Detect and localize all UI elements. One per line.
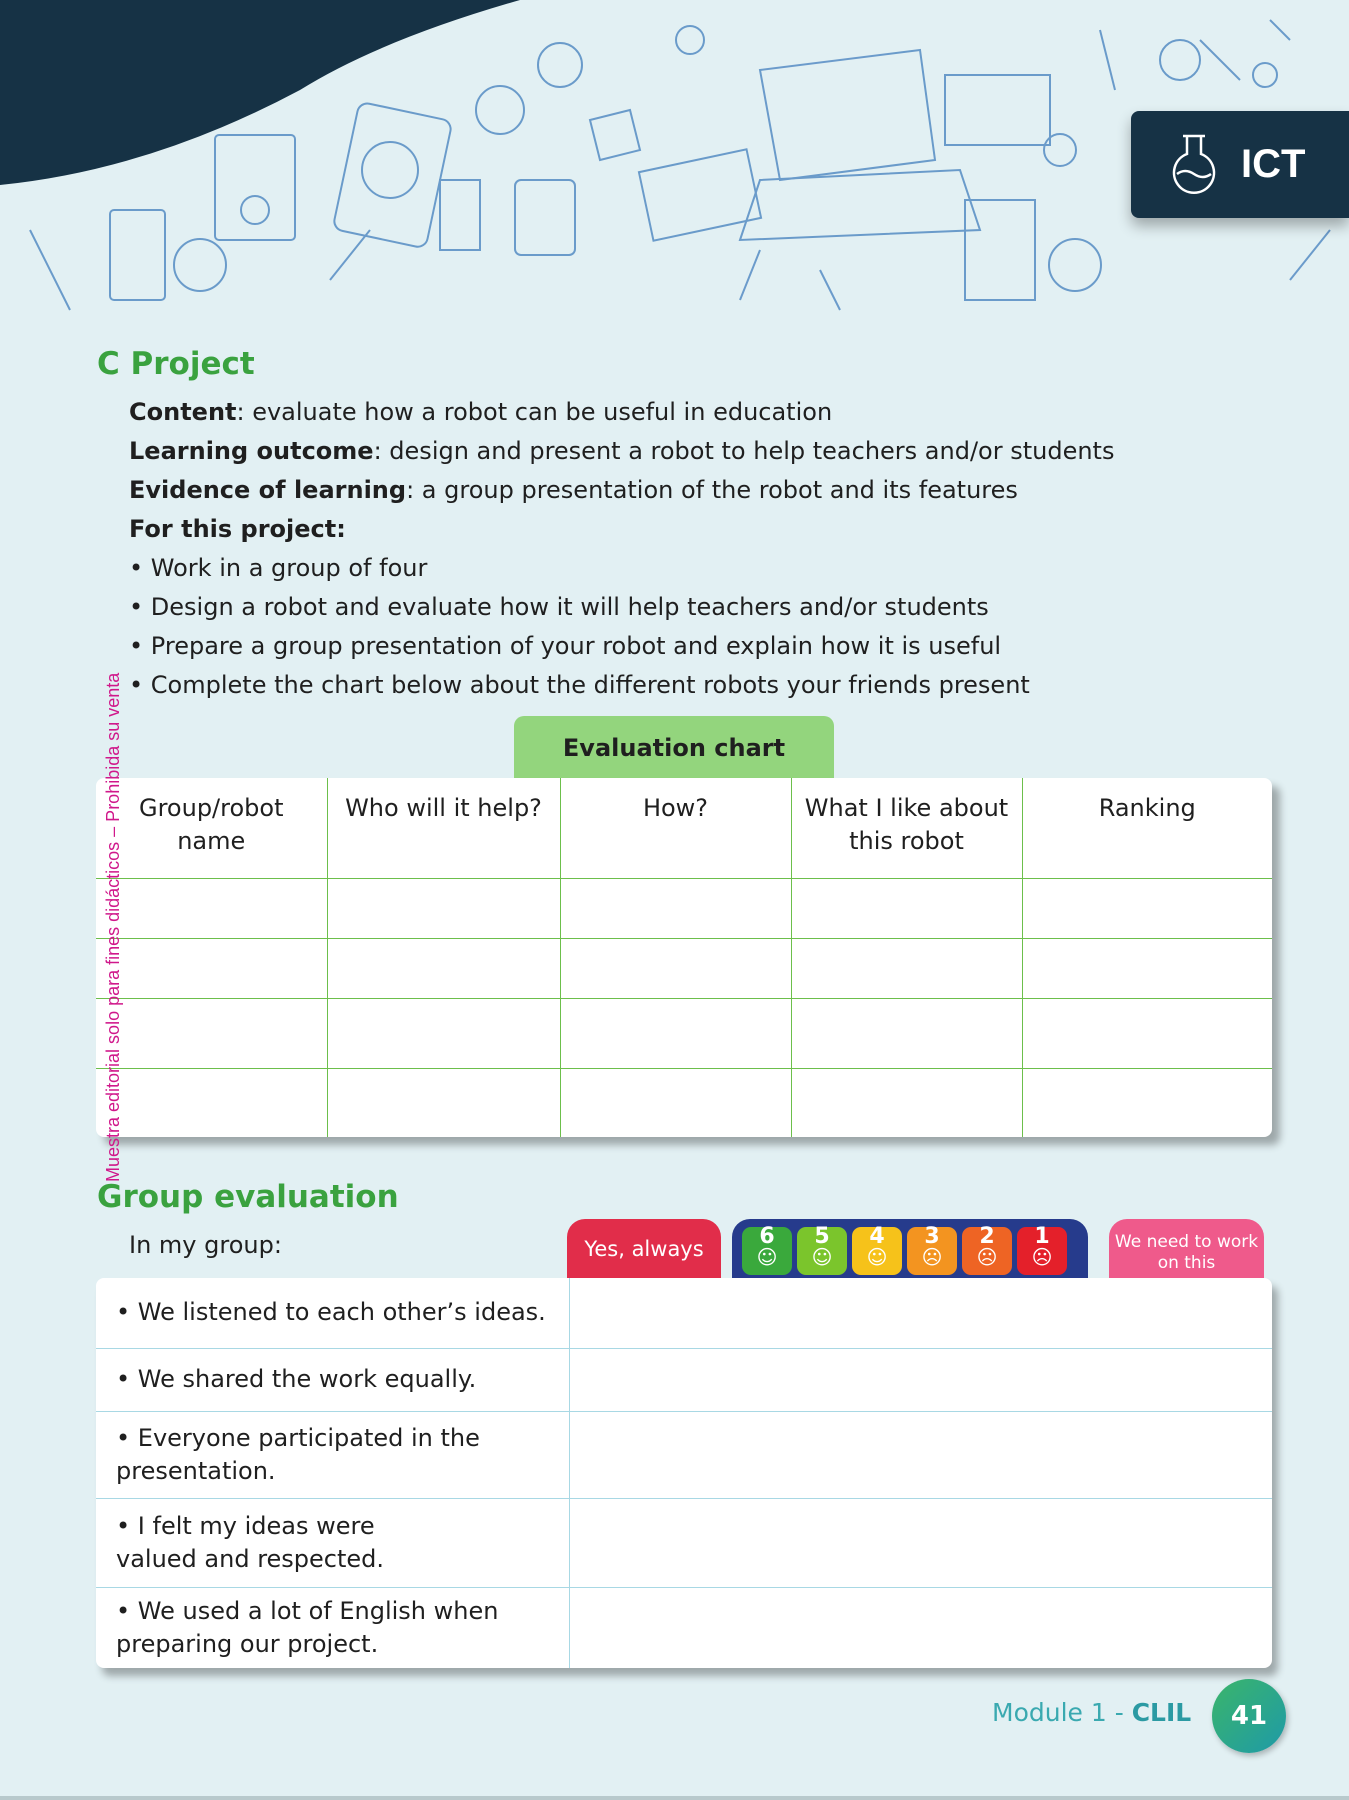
table-row <box>96 998 1272 1068</box>
bullet-text: Prepare a group presentation of your robot and explain how it is useful <box>150 632 1002 660</box>
table-row <box>96 1348 1272 1411</box>
face-icon: ☺ <box>811 1245 833 1269</box>
table-row <box>96 938 1272 998</box>
content-line <box>129 398 832 426</box>
rating-cell[interactable] <box>569 1587 1272 1668</box>
table-cell[interactable] <box>96 1068 327 1137</box>
rating-number: 5 <box>814 1224 830 1249</box>
table-cell[interactable] <box>1022 1068 1272 1137</box>
table-cell[interactable] <box>560 998 791 1068</box>
bullet-item: • Complete the chart below about the different robots your friends present <box>129 671 1030 699</box>
table-cell[interactable] <box>96 938 327 998</box>
table-cell[interactable] <box>96 998 327 1068</box>
evaluation-chart-table <box>96 778 1272 1137</box>
table-cell[interactable] <box>791 998 1022 1068</box>
table-row <box>96 1068 1272 1137</box>
rating-cell[interactable] <box>569 1498 1272 1587</box>
table-row <box>96 1587 1272 1668</box>
bullet-item: • Work in a group of four <box>129 554 428 582</box>
group-evaluation-table <box>96 1278 1272 1668</box>
bullet-item: • Design a robot and evaluate how it will help teachers and/or students <box>129 593 989 621</box>
table-cell[interactable] <box>1022 878 1272 938</box>
footer-module <box>992 1698 1191 1727</box>
rating-5 <box>797 1224 847 1275</box>
section-label: CLIL <box>1131 1698 1192 1727</box>
for-project-label <box>129 515 346 543</box>
rating-cell[interactable] <box>569 1348 1272 1411</box>
subject-label: ICT <box>1241 142 1306 186</box>
module-label: Module 1 - <box>992 1698 1132 1727</box>
bullet-text: Work in a group of four <box>150 554 428 582</box>
page-number: 41 <box>1212 1679 1286 1753</box>
table-row <box>96 1498 1272 1587</box>
rating-2 <box>962 1224 1012 1275</box>
face-icon: ☹ <box>976 1245 998 1269</box>
rating-cell[interactable] <box>569 1411 1272 1498</box>
column-header: Who will it help? <box>327 778 560 878</box>
rating-cell[interactable] <box>569 1278 1272 1348</box>
table-cell[interactable] <box>791 1068 1022 1137</box>
table-cell[interactable] <box>791 938 1022 998</box>
scale-low-label: We need to work on this <box>1109 1219 1264 1281</box>
rating-number: 4 <box>869 1224 885 1249</box>
table-cell[interactable] <box>327 1068 560 1137</box>
bullet-item: • Prepare a group presentation of your robot and explain how it is useful <box>129 632 1002 660</box>
statement: • Everyone participated in the presentation. <box>96 1411 569 1498</box>
rating-number: 2 <box>979 1224 995 1249</box>
evidence-line <box>129 476 1018 504</box>
face-icon: ☹ <box>921 1245 943 1269</box>
content-label: Content <box>129 398 237 426</box>
outcome-line <box>129 437 1114 465</box>
scale-high-label: Yes, always <box>567 1219 721 1281</box>
statement: • We used a lot of English when preparing our project. <box>96 1587 569 1668</box>
rating-6 <box>742 1224 792 1275</box>
evaluation-chart-title: Evaluation chart <box>514 716 834 780</box>
column-header: Ranking <box>1022 778 1272 878</box>
statement: • We listened to each other’s ideas. <box>96 1278 569 1348</box>
group-evaluation-title: Group evaluation <box>97 1179 399 1215</box>
table-row <box>96 878 1272 938</box>
table-cell[interactable] <box>560 878 791 938</box>
table-cell[interactable] <box>1022 998 1272 1068</box>
statement: • We shared the work equally. <box>96 1348 569 1411</box>
side-notice: Muestra editorial solo para fines didácticos – Prohibida su venta <box>103 672 123 1182</box>
rating-number: 1 <box>1034 1224 1050 1249</box>
for-project-text: For this project: <box>129 515 346 543</box>
project-title: C Project <box>97 346 255 382</box>
rating-scale <box>732 1219 1088 1281</box>
table-cell[interactable] <box>327 878 560 938</box>
table-cell[interactable] <box>327 938 560 998</box>
evidence-text: : a group presentation of the robot and its features <box>406 476 1018 504</box>
column-header: Group/robot name <box>96 778 327 878</box>
flask-icon <box>1169 134 1219 196</box>
table-cell[interactable] <box>1022 938 1272 998</box>
evidence-label: Evidence of learning <box>129 476 407 504</box>
column-header: What I like about this robot <box>791 778 1022 878</box>
outcome-label: Learning outcome <box>129 437 374 465</box>
column-header: How? <box>560 778 791 878</box>
table-cell[interactable] <box>96 878 327 938</box>
bullet-text: Design a robot and evaluate how it will help teachers and/or students <box>150 593 989 621</box>
rating-3 <box>907 1224 957 1275</box>
table-row <box>96 1278 1272 1348</box>
bullet-text: Complete the chart below about the different robots your friends present <box>150 671 1030 699</box>
rating-number: 3 <box>924 1224 940 1249</box>
statement: • I felt my ideas were valued and respected. <box>96 1498 569 1587</box>
content-text: : evaluate how a robot can be useful in education <box>236 398 833 426</box>
rating-number: 6 <box>759 1224 775 1249</box>
outcome-text: : design and present a robot to help teachers and/or students <box>373 437 1115 465</box>
subject-badge <box>1131 111 1349 218</box>
rating-1 <box>1017 1224 1067 1275</box>
face-icon: ☺ <box>866 1245 888 1269</box>
table-cell[interactable] <box>327 998 560 1068</box>
face-icon: ☹ <box>1031 1245 1053 1269</box>
bottom-rule <box>0 1796 1349 1800</box>
table-cell[interactable] <box>560 1068 791 1137</box>
rating-4 <box>852 1224 902 1275</box>
face-icon: ☺ <box>756 1245 778 1269</box>
group-intro: In my group: <box>129 1231 282 1259</box>
table-cell[interactable] <box>791 878 1022 938</box>
table-cell[interactable] <box>560 938 791 998</box>
table-row <box>96 1411 1272 1498</box>
